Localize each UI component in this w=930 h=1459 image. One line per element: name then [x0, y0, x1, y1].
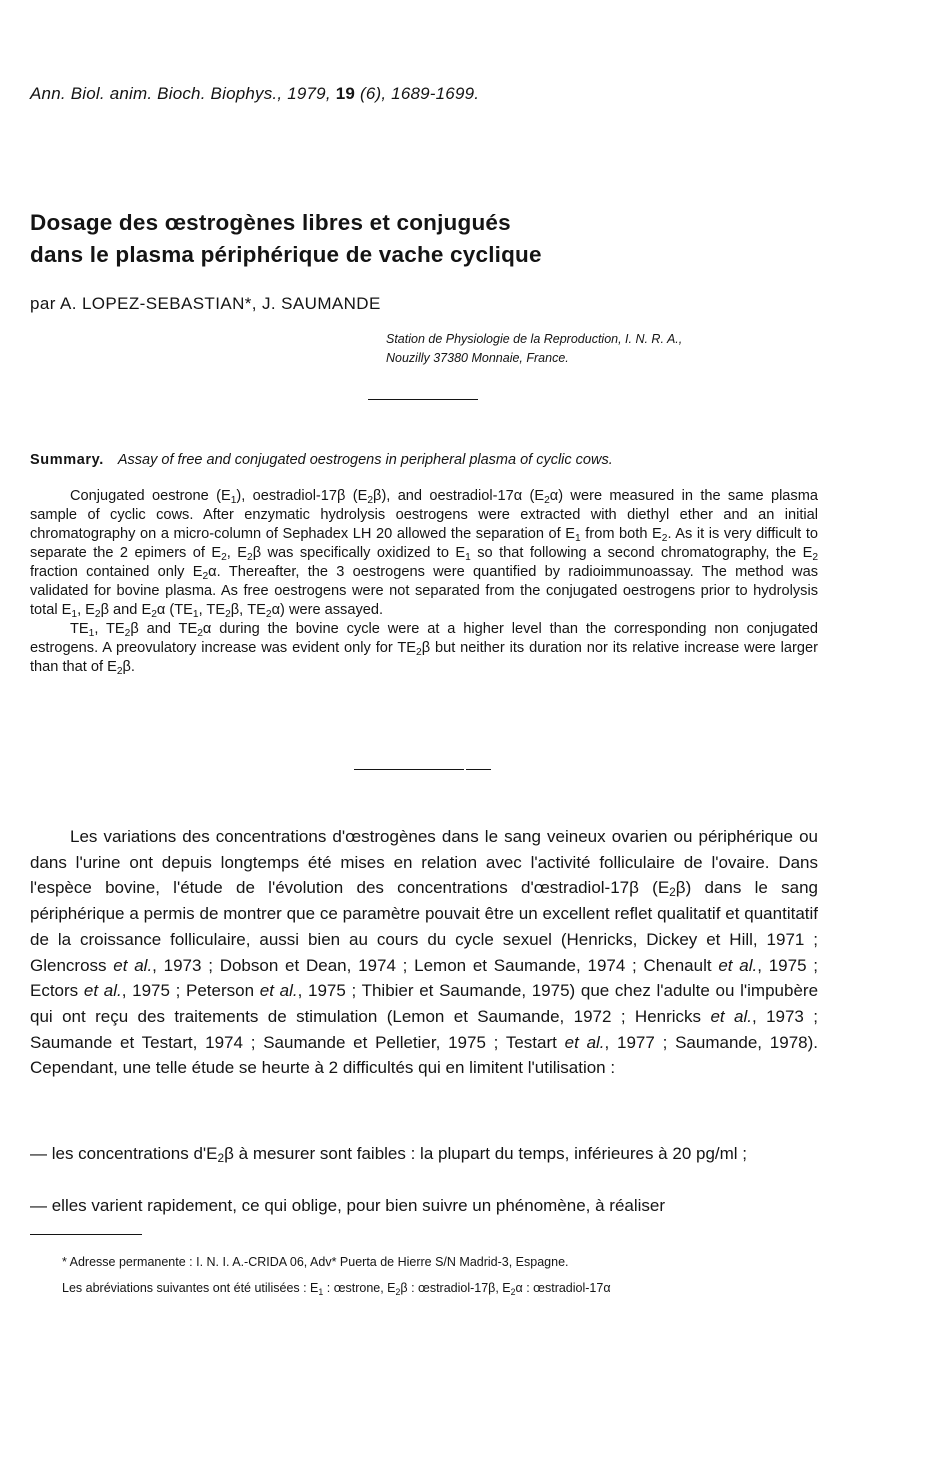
body-paragraph-1: Les variations des concentrations d'œstrogènes dans le sang veineux ovarien ou périphérique ou dans l'urine ont depuis longtemps été mises en relation avec l'activité folliculaire de l'ovaire. Dans l'espèce bovine, l'étude de l'évolution des concentrations d'œstradiol-17β $(E_2\beta)$ dans le sang périphérique a permis de montrer que ce paramètre pouvait être un excellent reflet qualitatif et quantitatif de la croissance folliculaire, aussi bien au cours du cycle sexuel (Henricks, Dickey et Hill, 1971 ; Glencross et al., 1973 ; Dobson et Dean, 1974 ; Lemon et Saumande, 1974 ; Chenault et al., 1975 ; Ectors et al., 1975 ; Peterson et al., 1975 ; Thibier et Saumande, 1975) que chez l'adulte ou l'impubère qui ont reçu des traitements de stimulation (Lemon et Saumande, 1972 ; Henricks et al., 1973 ; Saumande et Testart, 1974 ; Saumande et Pelletier, 1975 ; Testart et al., 1977 ; Saumande, 1978). Cependant, une telle étude se heurte à 2 difficultés qui en limitent l'utilisation :	[30, 827, 819, 1078]
separator-rule-middle-tail	[466, 769, 491, 770]
summary-paragraph-2: $TE_1$, $TE_2\beta$ and $TE_2\alpha$ during the bovine cycle were at a higher level than the corresponding non conjugated estrogens. A preovulatory increase was evident only for $TE_2\beta$ but neither its duration nor its relative increase were larger than that of $E_2\beta$.	[30, 621, 818, 677]
journal-name: Ann. Biol. anim. Bioch. Biophys.,	[30, 84, 283, 103]
summary-label: Summary.	[30, 452, 104, 468]
affiliation-line-2: Nouzilly 37380 Monnaie, France.	[386, 351, 569, 365]
citation-line	[30, 84, 479, 104]
summary-body	[30, 487, 818, 677]
title-line-2: dans le plasma périphérique de vache cyclique	[30, 242, 542, 267]
journal-issue-pages: (6), 1689-1699.	[359, 84, 480, 103]
summary-heading	[30, 452, 613, 468]
affiliation	[386, 330, 682, 368]
affiliation-line-1: Station de Physiologie de la Reproduction, I. N. R. A.,	[386, 332, 683, 346]
list-item-2: — elles varient rapidement, ce qui oblige, pour bien suivre un phénomène, à réaliser	[30, 1196, 666, 1215]
journal-year: 1979,	[287, 84, 331, 103]
authors: par A. LOPEZ-SEBASTIAN*, J. SAUMANDE	[30, 294, 381, 313]
list-item-1: — les concentrations $d'E_2\beta$ à mesurer sont faibles : la plupart du temps, inférieures à 20 pg/ml ;	[30, 1144, 748, 1165]
article-title	[30, 207, 542, 271]
title-line-1: Dosage des œstrogènes libres et conjugués	[30, 210, 511, 235]
summary-subtitle: Assay of free and conjugated oestrogens in peripheral plasma of cyclic cows.	[117, 452, 613, 468]
summary-paragraph-1: Conjugated oestrone $(E_1)$, oestradiol-17β $(E_2\beta)$, and oestradiol-17α $(E_2\alpha)$ were measured in the same plasma sample of cyclic cows. After enzymatic hydrolysis oestrogens were extracted with diethyl ether and an initial chromatography on a micro-column of Sephadex LH 20 allowed the separation of $E_1$ from both $E_2$. As it is very difficult to separate the 2 epimers of $E_2$, $E_2\beta$ was specifically oxidized to $E_1$ so that following a second chromatography, the $E_2$ fraction contained only $E_2\alpha$. Thereafter, the 3 oestrogens were quantified by radioimmunoassay. The method was validated for bovine plasma. As free oestrogens were not separated from the conjugated oestrogens prior to hydrolysis total $E_1$, $E_2\beta$ and $E_2\alpha$ ($TE_1$, $TE_2\beta$, $TE_2\alpha$) were assayed.	[30, 488, 819, 620]
footnotes	[62, 1249, 832, 1301]
footnote-rule	[30, 1234, 142, 1235]
body-text	[30, 824, 818, 1081]
journal-volume: 19	[335, 84, 356, 103]
separator-rule-top	[368, 399, 478, 400]
separator-rule-middle	[354, 769, 464, 770]
footnote-1: * Adresse permanente : I. N. I. A.-CRIDA 06, Adv* Puerta de Hierre S/N Madrid-3, Espagne.	[62, 1255, 569, 1269]
footnote-2: Les abréviations suivantes ont été utilisées : $E_1$ : œstrone, $E_2\beta$ : œstradiol-17β, $E_2\alpha$ : œstradiol-17α	[62, 1281, 611, 1297]
